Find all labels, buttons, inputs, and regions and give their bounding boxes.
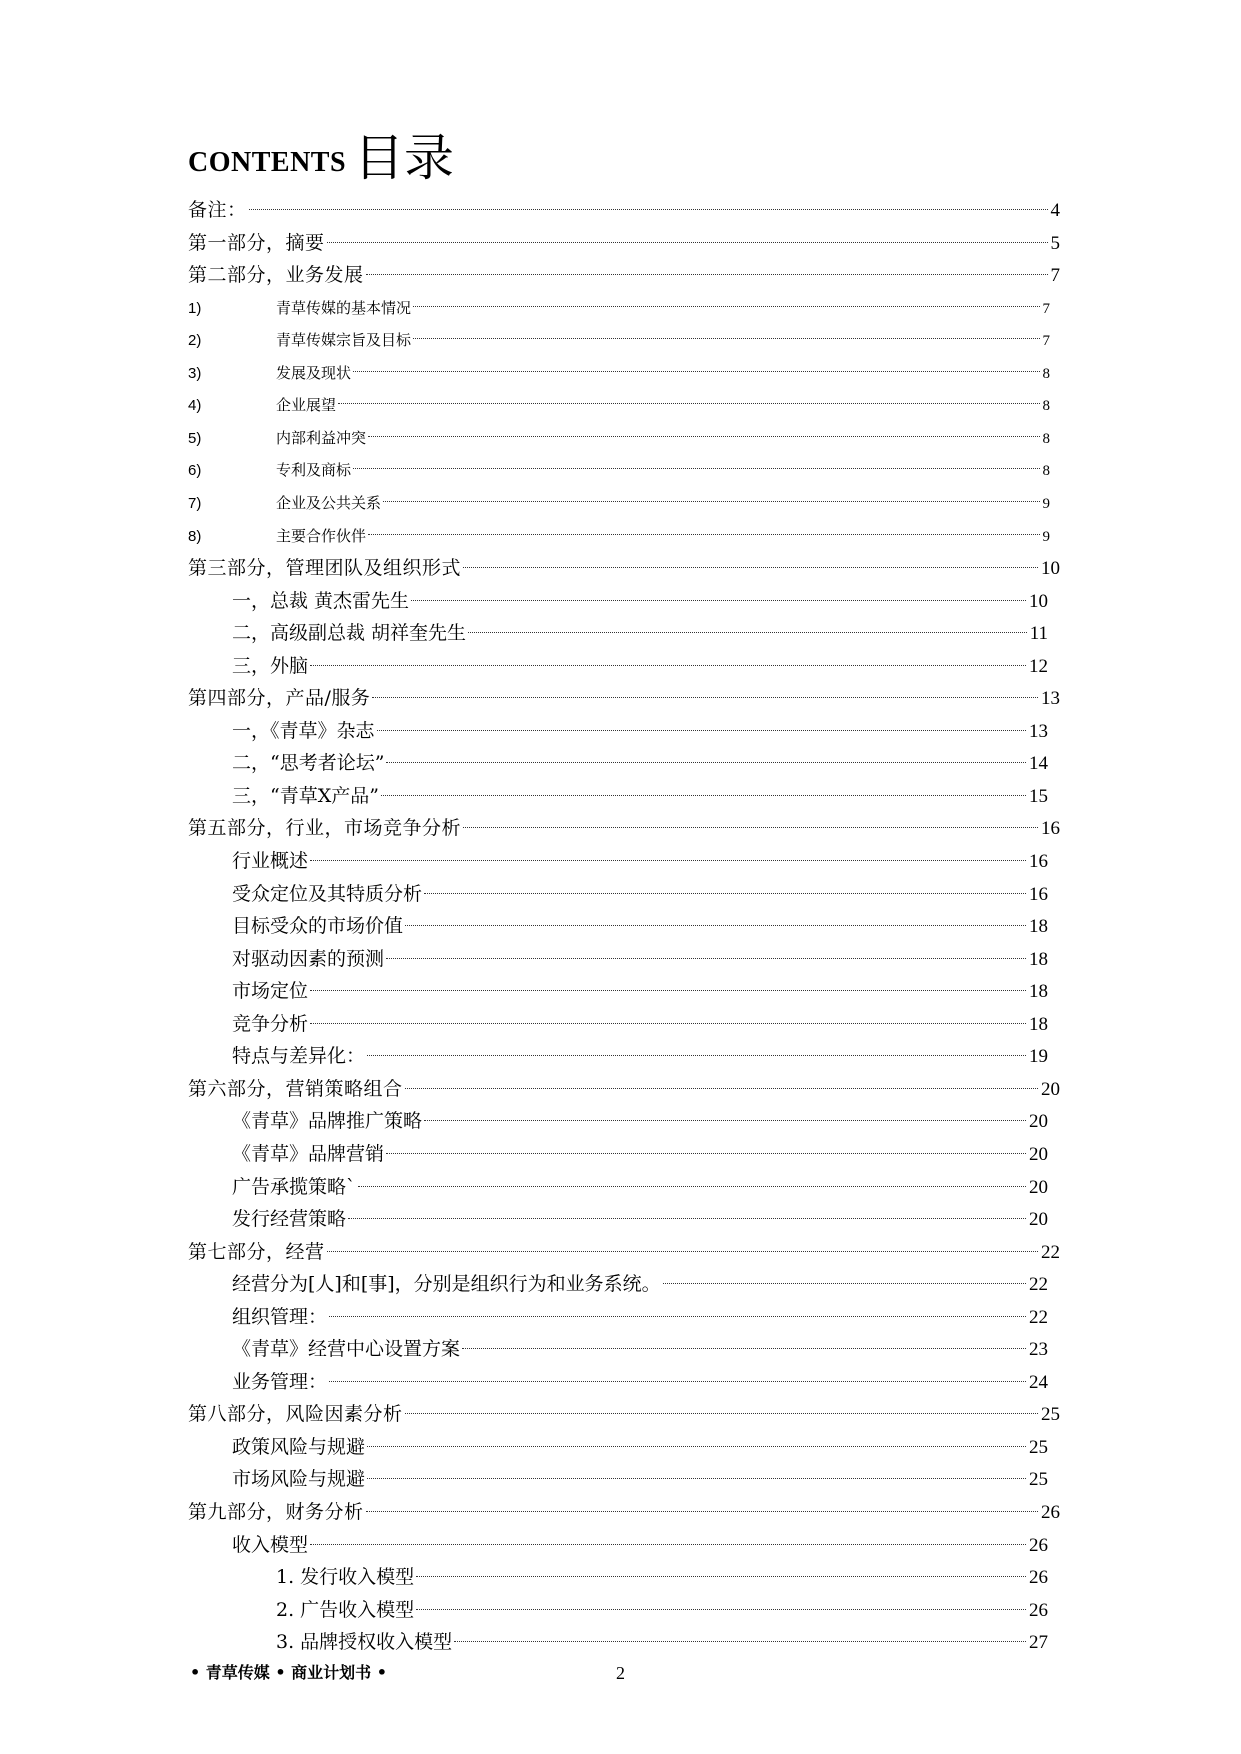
toc-entry-page: 12 — [1029, 655, 1048, 677]
toc-entry-number: 8) — [188, 527, 202, 545]
toc-entry-page: 13 — [1029, 720, 1048, 742]
toc-entry-number: 6) — [188, 462, 202, 480]
toc-entry-label: 竞争分析 — [232, 1012, 309, 1035]
toc-entry-number: 2) — [188, 332, 202, 350]
toc-entry-label: 市场定位 — [232, 980, 309, 1003]
toc-dot-leader — [663, 1283, 1026, 1284]
toc-entry-page: 26 — [1029, 1534, 1048, 1556]
toc-entry-page: 20 — [1029, 1176, 1048, 1198]
toc-dot-leader — [310, 990, 1026, 991]
toc-entry-page: 13 — [1041, 688, 1060, 710]
toc-entry[interactable] — [276, 1626, 1048, 1658]
toc-entry-page: 26 — [1029, 1599, 1048, 1621]
toc-entry-page: 19 — [1029, 1046, 1048, 1068]
toc-dot-leader — [462, 1348, 1026, 1349]
toc-dot-leader — [310, 1023, 1026, 1024]
toc-entry[interactable] — [232, 1268, 1048, 1300]
toc-dot-leader — [383, 501, 1039, 502]
toc-entry[interactable] — [232, 1301, 1048, 1333]
toc-entry-label: 青草传媒的基本情况 — [276, 298, 412, 317]
toc-dot-leader — [358, 1186, 1026, 1187]
toc-entry-number: 3) — [188, 364, 202, 382]
toc-entry[interactable] — [232, 747, 1048, 779]
toc-dot-leader — [411, 600, 1026, 601]
toc-dot-leader — [310, 1544, 1026, 1545]
toc-entry-label: 第二部分，业务发展 — [188, 264, 364, 287]
toc-entry-label: 青草传媒宗旨及目标 — [276, 331, 412, 350]
toc-entry-label: 第四部分，产品/服务 — [188, 687, 371, 710]
toc-entry-page: 25 — [1029, 1436, 1048, 1458]
toc-entry[interactable] — [232, 1203, 1048, 1235]
toc-entry-page: 9 — [1042, 528, 1050, 545]
toc-entry[interactable] — [188, 1073, 1060, 1105]
toc-entry-page: 7 — [1050, 265, 1060, 287]
toc-entry-label: 行业概述 — [232, 850, 309, 872]
toc-dot-leader — [310, 860, 1026, 861]
toc-dot-leader — [405, 1088, 1038, 1089]
toc-entry-page: 7 — [1042, 333, 1050, 350]
toc-entry[interactable] — [188, 259, 1060, 291]
toc-dot-leader — [416, 1576, 1026, 1577]
toc-dot-leader — [367, 1446, 1026, 1447]
toc-entry-page: 8 — [1042, 463, 1050, 480]
toc-dot-leader — [327, 1251, 1038, 1252]
toc-entry-page: 14 — [1029, 753, 1048, 775]
toc-entry-page: 23 — [1029, 1339, 1048, 1361]
toc-dot-leader — [386, 958, 1026, 959]
toc-entry[interactable] — [188, 520, 1050, 552]
toc-entry-page: 24 — [1029, 1371, 1048, 1393]
toc-entry-label: 发展及现状 — [276, 363, 352, 382]
toc-entry[interactable] — [276, 1594, 1048, 1626]
toc-dot-leader — [386, 1153, 1026, 1154]
toc-entry-page: 10 — [1029, 590, 1048, 612]
toc-entry[interactable] — [232, 1463, 1048, 1495]
toc-entry-page: 5 — [1050, 232, 1060, 254]
toc-dot-leader — [327, 242, 1048, 243]
toc-dot-leader — [468, 632, 1027, 633]
toc-entry[interactable] — [188, 292, 1050, 324]
toc-entry[interactable] — [232, 1138, 1048, 1170]
toc-dot-leader — [413, 338, 1039, 339]
page-footer — [190, 1658, 1010, 1688]
toc-dot-leader — [424, 1120, 1026, 1121]
toc-entry-label: 企业及公共关系 — [276, 493, 382, 512]
toc-dot-leader — [353, 371, 1039, 372]
toc-entry-page: 18 — [1029, 948, 1048, 970]
toc-entry-label: 经营分为[人]和[事]，分别是组织行为和业务系统。 — [232, 1273, 661, 1296]
toc-dot-leader — [377, 730, 1026, 731]
toc-entry[interactable] — [188, 454, 1050, 486]
toc-entry-page: 4 — [1050, 200, 1060, 221]
toc-entry-label: 特点与差异化： — [232, 1045, 366, 1068]
toc-entry[interactable] — [188, 1398, 1060, 1430]
toc-entry-label: 主要合作伙伴 — [276, 526, 367, 545]
toc-entry[interactable] — [232, 617, 1048, 649]
toc-entry-page: 11 — [1029, 623, 1048, 645]
toc-entry[interactable] — [188, 357, 1050, 389]
toc-entry[interactable] — [232, 1529, 1048, 1561]
toc-entry-page: 16 — [1029, 883, 1048, 905]
toc-entry-page: 27 — [1029, 1632, 1048, 1654]
toc-entry-label: 备注： — [188, 199, 247, 221]
toc-entry[interactable] — [188, 812, 1060, 844]
toc-dot-leader — [386, 762, 1026, 763]
toc-dot-leader — [413, 306, 1039, 307]
toc-entry-label: 企业展望 — [276, 396, 337, 415]
toc-entry-number: 4) — [188, 397, 202, 415]
toc-entry-label: 1. 发行收入模型 — [276, 1566, 415, 1589]
toc-entry[interactable] — [232, 975, 1048, 1007]
toc-entry-label: 内部利益冲突 — [276, 428, 367, 447]
toc-entry-page: 8 — [1042, 398, 1050, 415]
toc-entry-page: 22 — [1029, 1274, 1048, 1296]
toc-entry-page: 16 — [1029, 851, 1048, 872]
toc-entry-label: 《青草》品牌推广策略 — [232, 1110, 423, 1133]
toc-entry-label: 第八部分，风险因素分析 — [188, 1403, 403, 1426]
toc-entry-label: 3. 品牌授权收入模型 — [276, 1631, 453, 1654]
toc-entry[interactable] — [232, 1431, 1048, 1463]
toc-dot-leader — [329, 1381, 1026, 1382]
toc-dot-leader — [424, 893, 1026, 894]
toc-entry-page: 25 — [1029, 1469, 1048, 1491]
toc-dot-leader — [310, 665, 1026, 666]
footer-title: • 青草传媒 • 商业计划书 • — [190, 1663, 387, 1682]
toc-entry-page: 26 — [1041, 1502, 1060, 1523]
toc-entry-page: 8 — [1042, 365, 1050, 382]
toc-entry-page: 18 — [1029, 916, 1048, 938]
toc-entry-label: 组织管理： — [232, 1305, 328, 1328]
toc-entry[interactable] — [232, 585, 1048, 617]
toc-entry-page: 20 — [1029, 1143, 1048, 1165]
toc-entry-label: 广告承揽策略` — [232, 1175, 356, 1198]
toc-entry[interactable] — [232, 878, 1048, 910]
toc-entry[interactable] — [232, 780, 1048, 812]
toc-entry-page: 22 — [1041, 1241, 1060, 1263]
toc-entry[interactable] — [232, 910, 1048, 942]
toc-entry[interactable] — [188, 1236, 1060, 1268]
toc-entry[interactable] — [232, 1366, 1048, 1398]
toc-entry-page: 20 — [1041, 1078, 1060, 1100]
toc-entry-label: 一，总裁 黄杰雷先生 — [232, 589, 410, 612]
toc-entry-label: 业务管理： — [232, 1370, 328, 1393]
toc-entry-label: 三，外脑 — [232, 654, 309, 677]
title-latin: CONTENTS — [188, 147, 347, 178]
toc-dot-leader — [366, 274, 1048, 275]
toc-entry[interactable] — [188, 1496, 1060, 1528]
toc-entry-label: 第九部分，财务分析 — [188, 1501, 364, 1523]
toc-entry[interactable] — [232, 650, 1048, 682]
toc-entry-page: 22 — [1029, 1306, 1048, 1328]
toc-entry[interactable] — [232, 845, 1048, 877]
toc-entry-page: 15 — [1029, 785, 1048, 807]
toc-dot-leader — [405, 1413, 1038, 1414]
toc-dot-leader — [367, 1478, 1026, 1479]
toc-dot-leader — [338, 403, 1039, 404]
toc-entry-page: 10 — [1041, 558, 1060, 580]
toc-entry[interactable] — [188, 422, 1050, 454]
toc-entry-number: 1) — [188, 299, 202, 317]
toc-entry-page: 25 — [1041, 1404, 1060, 1426]
toc-entry[interactable] — [188, 194, 1060, 226]
toc-entry-label: 一，《青草》杂志 — [232, 719, 375, 742]
toc-dot-leader — [368, 436, 1039, 437]
toc-entry-page: 20 — [1029, 1209, 1048, 1231]
toc-entry[interactable] — [232, 1171, 1048, 1203]
toc-dot-leader — [381, 795, 1026, 796]
toc-entry[interactable] — [232, 1040, 1048, 1072]
toc-entry-page: 18 — [1029, 981, 1048, 1003]
toc-dot-leader — [353, 468, 1039, 469]
toc-entry-page: 18 — [1029, 1013, 1048, 1035]
toc-entry-label: 二，高级副总裁 胡祥奎先生 — [232, 622, 467, 645]
toc-entry-page: 8 — [1042, 430, 1050, 447]
toc-entry-label: 受众定位及其特质分析 — [232, 882, 423, 905]
toc-entry-page: 20 — [1029, 1111, 1048, 1133]
toc-entry-page: 7 — [1042, 300, 1050, 317]
toc-entry-label: 第五部分，行业，市场竞争分析 — [188, 817, 462, 840]
toc-entry-label: 收入模型 — [232, 1533, 309, 1556]
toc-entry-label: 《青草》经营中心设置方案 — [232, 1338, 461, 1361]
toc-entry[interactable] — [188, 552, 1060, 584]
toc-entry-page: 26 — [1029, 1567, 1048, 1589]
toc-entry-label: 二，“思考者论坛” — [232, 752, 385, 775]
toc-entry[interactable] — [188, 389, 1050, 421]
toc-entry[interactable] — [232, 1333, 1048, 1365]
toc-entry-label: 三，“青草X产品” — [232, 784, 379, 807]
toc-dot-leader — [329, 1316, 1026, 1317]
toc-entry[interactable] — [276, 1561, 1048, 1593]
toc-dot-leader — [463, 567, 1038, 568]
toc-entry-page: 16 — [1041, 818, 1060, 840]
toc-dot-leader — [368, 534, 1039, 535]
toc-entry-label: 专利及商标 — [276, 461, 352, 480]
toc-dot-leader — [249, 209, 1048, 210]
toc-entry-label: 目标受众的市场价值 — [232, 915, 404, 938]
toc-entry-number: 7) — [188, 494, 202, 512]
footer-page-number: 2 — [616, 1663, 625, 1683]
toc-entry[interactable] — [188, 324, 1050, 356]
toc-dot-leader — [367, 1055, 1026, 1056]
toc-entry[interactable] — [232, 943, 1048, 975]
toc-entry-label: 市场风险与规避 — [232, 1468, 366, 1491]
toc-entry-label: 第三部分，管理团队及组织形式 — [188, 557, 462, 580]
toc-entry-label: 第七部分，经营 — [188, 1240, 325, 1263]
title-cjk: 目录 — [354, 129, 455, 187]
toc-entry[interactable] — [232, 1105, 1048, 1137]
toc-entry[interactable] — [188, 682, 1060, 714]
toc-entry-label: 2. 广告收入模型 — [276, 1598, 415, 1621]
toc-entry[interactable] — [232, 715, 1048, 747]
toc-dot-leader — [416, 1609, 1026, 1610]
toc-entry-label: 发行经营策略 — [232, 1208, 347, 1231]
toc-entry-label: 对驱动因素的预测 — [232, 947, 385, 970]
toc-entry-number: 5) — [188, 429, 202, 447]
toc-entry[interactable] — [232, 1008, 1048, 1040]
toc-dot-leader — [348, 1218, 1026, 1219]
toc-dot-leader — [366, 1511, 1038, 1512]
toc-entry[interactable] — [188, 227, 1060, 259]
toc-dot-leader — [372, 697, 1038, 698]
page-title — [188, 118, 454, 190]
toc-entry-label: 第六部分，营销策略组合 — [188, 1077, 403, 1100]
toc-dot-leader — [463, 827, 1038, 828]
toc-entry-label: 政策风险与规避 — [232, 1435, 366, 1458]
toc-entry[interactable] — [188, 487, 1050, 519]
toc-entry-label: 《青草》品牌营销 — [232, 1142, 385, 1165]
toc-entry-label: 第一部分，摘要 — [188, 231, 325, 254]
toc-dot-leader — [405, 925, 1026, 926]
toc-entry-page: 9 — [1042, 495, 1050, 512]
toc-dot-leader — [454, 1641, 1026, 1642]
